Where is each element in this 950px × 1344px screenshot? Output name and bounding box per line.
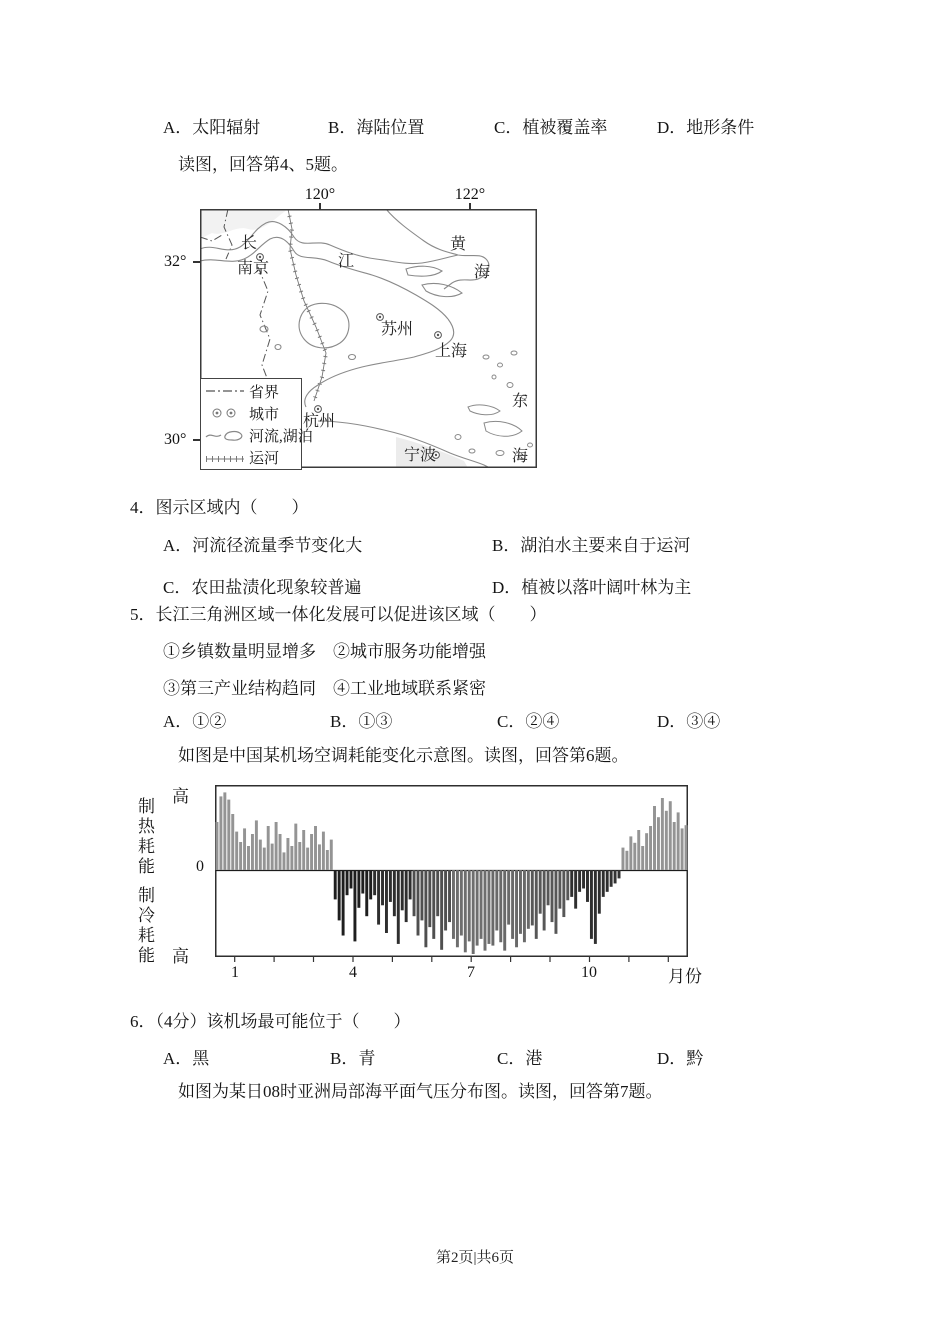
energy-bar bbox=[243, 828, 246, 870]
energy-bar bbox=[397, 870, 400, 944]
map-label-nanjing: 南京 bbox=[237, 260, 270, 277]
legend-label: 河流,湖泊 bbox=[249, 428, 313, 445]
energy-bar bbox=[649, 826, 652, 870]
chart-xaxis-title: 月份 bbox=[668, 967, 702, 986]
energy-bar bbox=[645, 833, 648, 870]
lat-tick-30 bbox=[193, 439, 200, 441]
prev-option-b: B．海陆位置 bbox=[328, 118, 425, 137]
energy-bar bbox=[464, 870, 467, 952]
prev-option-c: C．植被覆盖率 bbox=[494, 118, 608, 137]
chart-bottom-high-label: 高 bbox=[172, 947, 189, 966]
q5-items-line1: ①乡镇数量明显增多 ②城市服务功能增强 bbox=[163, 642, 486, 661]
chart-xtick-7: 7 bbox=[467, 964, 475, 981]
energy-bar bbox=[495, 870, 498, 930]
q4-stem: 4．图示区域内（ ） bbox=[130, 498, 309, 517]
energy-bar bbox=[578, 870, 581, 892]
energy-bar bbox=[413, 870, 416, 916]
canal-icon bbox=[205, 451, 245, 463]
energy-bar bbox=[653, 806, 656, 870]
q5-option-b: B．①③ bbox=[330, 712, 393, 731]
energy-bar bbox=[231, 814, 234, 870]
energy-bar bbox=[558, 870, 561, 909]
map-legend bbox=[200, 378, 313, 470]
energy-bar bbox=[322, 832, 325, 870]
canal-line bbox=[288, 209, 326, 401]
energy-bar bbox=[389, 870, 392, 902]
energy-bar bbox=[673, 822, 676, 870]
energy-bar bbox=[554, 870, 557, 934]
energy-bar bbox=[377, 870, 380, 925]
map-label-huang: 黄 bbox=[450, 236, 467, 253]
energy-bar bbox=[491, 870, 494, 946]
energy-bar bbox=[539, 870, 542, 914]
map-label-jiang: 江 bbox=[338, 253, 355, 270]
yangtze-delta-map bbox=[200, 209, 537, 468]
energy-bar bbox=[562, 870, 565, 917]
energy-bar bbox=[641, 846, 644, 870]
legend-label: 城市 bbox=[249, 406, 280, 423]
energy-bar bbox=[393, 870, 396, 916]
energy-bar bbox=[685, 825, 688, 870]
energy-bar bbox=[350, 870, 353, 888]
q5-option-a: A．①② bbox=[163, 712, 227, 731]
energy-bar bbox=[361, 870, 364, 894]
q5-option-d: D．③④ bbox=[657, 712, 721, 731]
energy-bar bbox=[629, 836, 632, 870]
energy-bar bbox=[401, 870, 404, 910]
energy-bar bbox=[614, 870, 617, 883]
q5-option-c: C．②④ bbox=[497, 712, 560, 731]
energy-bar bbox=[586, 870, 589, 902]
map-label-ningbo: 宁波 bbox=[404, 447, 437, 464]
energy-bar bbox=[531, 870, 534, 925]
energy-bar bbox=[310, 834, 313, 870]
energy-bar bbox=[326, 850, 329, 870]
energy-bar bbox=[279, 834, 282, 870]
energy-bar bbox=[275, 822, 278, 870]
intro-q45: 读图，回答第4、5题。 bbox=[178, 155, 348, 174]
energy-bar bbox=[543, 870, 546, 930]
energy-bar bbox=[369, 870, 372, 899]
energy-bar bbox=[239, 842, 242, 870]
intro-q6: 如图是中国某机场空调耗能变化示意图。读图，回答第6题。 bbox=[178, 746, 629, 765]
q4-option-a: A．河流径流量季节变化大 bbox=[163, 536, 363, 555]
energy-bar bbox=[263, 848, 266, 870]
q6-option-a: A．黑 bbox=[163, 1049, 210, 1068]
energy-bar bbox=[338, 870, 341, 920]
energy-bar bbox=[294, 824, 297, 870]
energy-bar bbox=[625, 851, 628, 870]
energy-bar bbox=[633, 843, 636, 870]
energy-bar bbox=[511, 870, 514, 939]
energy-bar bbox=[606, 870, 609, 892]
chart-cooling-axis-title: 制冷耗能 bbox=[138, 886, 155, 965]
energy-bar bbox=[527, 870, 530, 929]
chart-top-high-label: 高 bbox=[172, 787, 189, 806]
lon-tick-120 bbox=[319, 203, 321, 210]
energy-bar bbox=[594, 870, 597, 944]
map-lat-label-32: 32° bbox=[164, 253, 187, 270]
energy-bar bbox=[602, 870, 605, 897]
energy-bar bbox=[420, 870, 423, 920]
energy-bar bbox=[381, 870, 384, 905]
map-label-suzhou: 苏州 bbox=[381, 321, 414, 338]
energy-bar bbox=[267, 826, 270, 870]
energy-bar bbox=[259, 840, 262, 870]
q6-stem: 6．（4分）该机场最可能位于（ ） bbox=[130, 1012, 411, 1031]
energy-bar bbox=[460, 870, 463, 936]
chart-xtick-1: 1 bbox=[231, 964, 239, 981]
q6-option-b: B．青 bbox=[330, 1049, 376, 1068]
energy-bar bbox=[235, 832, 238, 870]
q4-option-b: B．湖泊水主要来自于运河 bbox=[492, 536, 691, 555]
energy-bar bbox=[409, 870, 412, 899]
energy-bar bbox=[598, 870, 601, 914]
energy-bar bbox=[373, 870, 376, 895]
q6-option-c: C．港 bbox=[497, 1049, 543, 1068]
chart-plot-area bbox=[215, 785, 688, 964]
energy-bar bbox=[314, 826, 317, 870]
energy-bar bbox=[551, 870, 554, 922]
energy-bar bbox=[487, 870, 490, 944]
energy-bar bbox=[302, 830, 305, 870]
energy-bar bbox=[681, 828, 684, 870]
energy-bar bbox=[507, 870, 510, 925]
energy-bar bbox=[283, 852, 286, 870]
energy-bar bbox=[535, 870, 538, 939]
energy-bar bbox=[357, 870, 360, 908]
chart-xtick-4: 4 bbox=[349, 964, 357, 981]
energy-bar bbox=[286, 838, 289, 870]
energy-bar bbox=[669, 801, 672, 870]
energy-bar bbox=[547, 870, 550, 905]
energy-bar bbox=[247, 846, 250, 870]
q4-option-c: C．农田盐渍化现象较普遍 bbox=[163, 578, 362, 597]
q4-option-d: D．植被以落叶阔叶林为主 bbox=[492, 578, 692, 597]
energy-bar bbox=[515, 870, 518, 947]
map-label-hai-dong: 海 bbox=[512, 448, 529, 465]
energy-bar bbox=[637, 830, 640, 870]
energy-bar bbox=[621, 848, 624, 870]
energy-bar bbox=[251, 834, 254, 870]
energy-bar bbox=[346, 870, 349, 895]
energy-bar bbox=[566, 870, 569, 900]
energy-bar bbox=[365, 870, 368, 916]
map-label-hai-huang: 海 bbox=[474, 264, 491, 281]
city-icon bbox=[205, 406, 245, 420]
energy-bar bbox=[342, 870, 345, 936]
energy-bar bbox=[448, 870, 451, 922]
energy-bar bbox=[318, 844, 321, 870]
energy-bar bbox=[610, 870, 613, 887]
lat-tick-32 bbox=[193, 261, 200, 263]
lon-tick-122 bbox=[469, 203, 471, 210]
map-label-shanghai: 上海 bbox=[435, 343, 468, 360]
energy-bar bbox=[330, 840, 333, 870]
energy-bar bbox=[219, 796, 222, 870]
energy-bar bbox=[468, 870, 471, 941]
energy-bar bbox=[519, 870, 522, 934]
energy-bar bbox=[456, 870, 459, 947]
energy-bar bbox=[661, 798, 664, 870]
legend-label: 运河 bbox=[249, 450, 280, 467]
energy-bar bbox=[306, 848, 309, 870]
chart-heating-axis-title: 制热耗能 bbox=[138, 797, 155, 876]
energy-bar bbox=[385, 870, 388, 933]
energy-bar bbox=[271, 844, 274, 870]
energy-bar bbox=[216, 822, 219, 870]
energy-bar bbox=[334, 870, 337, 899]
legend-label: 省界 bbox=[249, 384, 280, 401]
energy-bar bbox=[503, 870, 506, 951]
energy-bar bbox=[590, 870, 593, 939]
energy-bar bbox=[223, 792, 226, 870]
energy-bar bbox=[665, 811, 668, 870]
energy-bar bbox=[444, 870, 447, 930]
map-label-chang: 长 bbox=[241, 235, 258, 252]
river-lake-icon bbox=[205, 427, 245, 443]
energy-bar bbox=[290, 846, 293, 870]
energy-bar bbox=[499, 870, 502, 942]
energy-bar bbox=[523, 870, 526, 942]
energy-bar bbox=[480, 870, 483, 939]
energy-bar bbox=[452, 870, 455, 939]
province-boundary-icon bbox=[205, 385, 245, 397]
energy-bar bbox=[618, 870, 621, 878]
chart-zero-label: 0 bbox=[196, 858, 204, 875]
energy-bar bbox=[353, 870, 356, 941]
chart-xtick-10: 10 bbox=[581, 964, 597, 981]
energy-bar bbox=[255, 820, 258, 870]
map-label-dong: 东 bbox=[512, 393, 529, 410]
energy-bar bbox=[677, 812, 680, 870]
map-label-hangzhou: 杭州 bbox=[303, 413, 336, 430]
q6-option-d: D．黔 bbox=[657, 1049, 704, 1068]
energy-bar bbox=[582, 870, 585, 888]
map-lon-label-120: 120° bbox=[304, 186, 336, 203]
energy-bar bbox=[472, 870, 475, 954]
energy-bar bbox=[570, 870, 573, 897]
energy-bar bbox=[476, 870, 479, 946]
prev-option-d: D．地形条件 bbox=[657, 118, 755, 137]
energy-bar bbox=[428, 870, 431, 927]
energy-bar bbox=[436, 870, 439, 916]
energy-bar bbox=[417, 870, 420, 936]
intro-q7: 如图为某日08时亚洲局部海平面气压分布图。读图，回答第7题。 bbox=[178, 1082, 663, 1101]
q5-stem: 5．长江三角洲区域一体化发展可以促进该区域（ ） bbox=[130, 605, 547, 624]
energy-bar bbox=[484, 870, 487, 951]
page-footer: 第2页|共6页 bbox=[435, 1250, 514, 1266]
energy-bar bbox=[405, 870, 408, 922]
map-lat-label-30: 30° bbox=[164, 431, 187, 448]
energy-bar bbox=[424, 870, 427, 947]
q5-items-line2: ③第三产业结构趋同 ④工业地域联系紧密 bbox=[163, 679, 486, 698]
map-lon-label-122: 122° bbox=[454, 186, 486, 203]
energy-bar bbox=[440, 870, 443, 950]
energy-bar bbox=[227, 800, 230, 870]
energy-bar bbox=[432, 870, 435, 939]
energy-bar bbox=[298, 842, 301, 870]
prev-option-a: A．太阳辐射 bbox=[163, 118, 261, 137]
energy-bar bbox=[657, 817, 660, 870]
energy-bar bbox=[574, 870, 577, 909]
